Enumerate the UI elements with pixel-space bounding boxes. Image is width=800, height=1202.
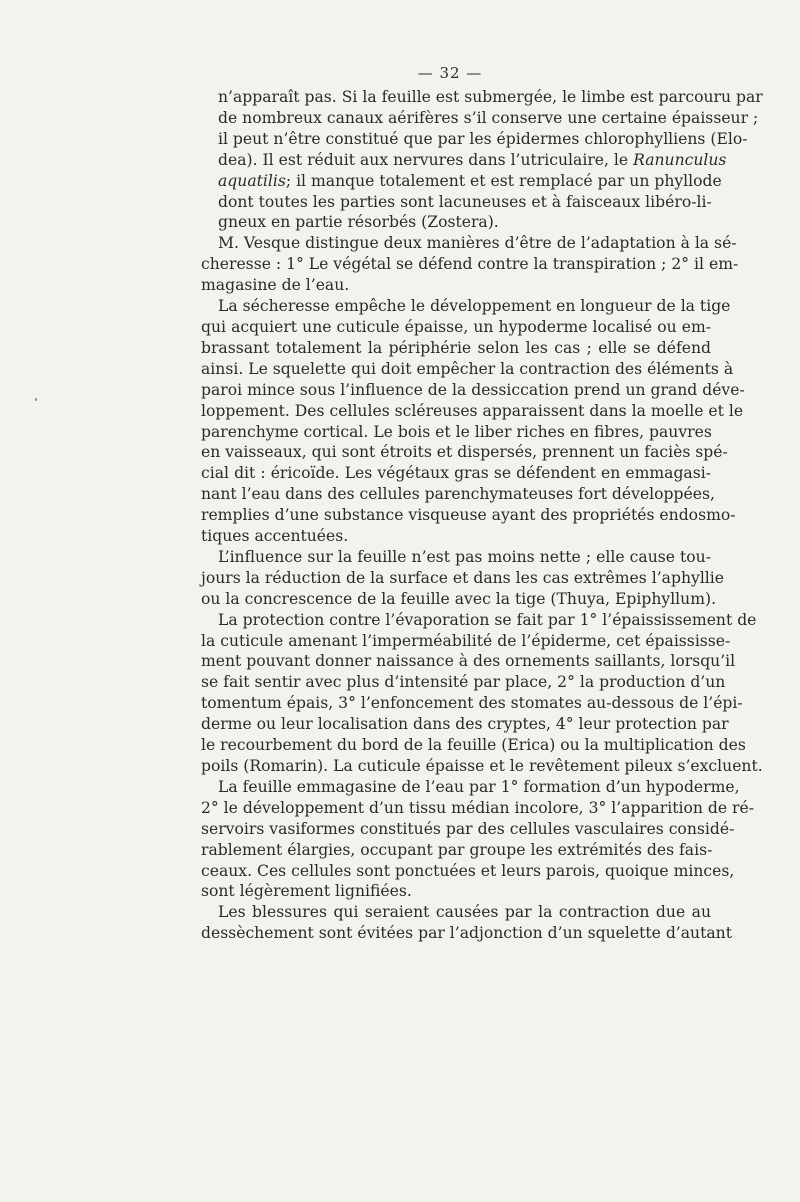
text-line: dessèchement sont évitées par l’adjonction d’un squelette d’autant <box>201 924 732 943</box>
text-line: Les blessures qui seraient causées par la contraction due au <box>218 903 711 922</box>
text-line-mixed <box>201 171 722 192</box>
text-line: derme ou leur localisation dans des cryptes, 4° leur protection par <box>201 715 729 734</box>
body-text <box>201 87 763 944</box>
text-line: paroi mince sous l’influence de la dessiccation prend un grand déve- <box>201 380 745 399</box>
text-line: ment pouvant donner naissance à des ornements saillants, lorsqu’il <box>201 652 736 671</box>
text-line-mixed <box>201 150 727 171</box>
text-line: cheresse : 1° Le végétal se défend contre la transpiration ; 2° il em- <box>201 255 739 274</box>
text-line: brassant totalement la périphérie selon les cas ; elle se défend <box>201 338 711 357</box>
italic-term: Ranunculus <box>633 150 727 169</box>
text-line: tomentum épais, 3° l’enfoncement des stomates au-dessous de l’épi- <box>201 694 743 713</box>
text-line: ceaux. Ces cellules sont ponctuées et leurs parois, quoique minces, <box>201 861 735 880</box>
text-line: qui acquiert une cuticule épaisse, un hypoderme localisé ou em- <box>201 317 711 336</box>
text-line: le recourbement du bord de la feuille (Erica) ou la multiplication des <box>201 736 746 755</box>
text-line: dont toutes les parties sont lacuneuses et à faisceaux libéro-li- <box>218 192 712 211</box>
text-fragment: ; il manque totalement et est remplacé par un phyllode <box>285 171 722 190</box>
text-line: 2° le développement d’un tissu médian incolore, 3° l’apparition de ré- <box>201 798 754 817</box>
page-number: — 32 — <box>417 64 483 82</box>
paragraph-2 <box>201 233 739 296</box>
text-line: remplies d’une substance visqueuse ayant des propriétés endosmo- <box>201 506 736 525</box>
text-line: la cuticule amenant l’imperméabilité de l’épiderme, cet épaississe- <box>201 631 731 650</box>
italic-term: aquatilis <box>218 171 286 190</box>
text-line: se fait sentir avec plus d’intensité par place, 2° la production d’un <box>201 673 726 692</box>
paragraph-6 <box>201 777 754 902</box>
text-line: parenchyme cortical. Le bois et le liber riches en fibres, pauvres <box>201 422 712 441</box>
text-line: cial dit : éricoïde. Les végétaux gras se défendent en emmagasi- <box>201 464 711 483</box>
text-line: nant l’eau dans des cellules parenchymateuses fort développées, <box>201 485 715 504</box>
paragraph-5 <box>201 610 763 777</box>
text-line: La sécheresse empêche le développement en longueur de la tige <box>218 297 731 316</box>
paragraph-7 <box>201 902 732 944</box>
text-line: poils (Romarin). La cuticule épaisse et le revêtement pileux s’excluent. <box>201 757 763 775</box>
text-line: L’influence sur la feuille n’est pas moins nette ; elle cause tou- <box>218 547 711 566</box>
text-line: La feuille emmagasine de l’eau par 1° formation d’un hypoderme, <box>218 777 740 796</box>
text-line: ainsi. Le squelette qui doit empêcher la contraction des éléments à <box>201 359 734 378</box>
text-fragment: dea). Il est réduit aux nervures dans l’utriculaire, le <box>218 150 634 169</box>
text-line: ou la concrescence de la feuille avec la tige (Thuya, Epiphyllum). <box>201 589 717 608</box>
text-line: M. Vesque distingue deux manières d’être de l’adaptation à la sé- <box>218 234 737 253</box>
paragraph-4 <box>201 547 725 610</box>
text-line: de nombreux canaux aérifères s’il conserve une certaine épaisseur ; <box>218 108 759 127</box>
text-line: sont légèrement lignifiées. <box>201 882 412 901</box>
text-line: gneux en partie résorbés (Zostera). <box>218 213 499 232</box>
text-line: il peut n’être constitué que par les épidermes chlorophylliens (Elo- <box>218 129 748 148</box>
text-line: servoirs vasiformes constitués par des cellules vasculaires considé- <box>201 819 735 838</box>
text-line: loppement. Des cellules scléreuses apparaissent dans la moelle et le <box>201 401 744 420</box>
text-line: tiques accentuées. <box>201 527 349 546</box>
text-line: n’apparaît pas. Si la feuille est submergée, le limbe est parcouru par <box>218 88 763 106</box>
paragraph-3 <box>201 296 745 547</box>
text-line: magasine de l’eau. <box>201 276 350 295</box>
text-line: La protection contre l’évaporation se fait par 1° l’épaississement de <box>218 610 757 629</box>
text-line: jours la réduction de la surface et dans les cas extrêmes l’aphyllie <box>201 568 725 587</box>
text-line: rablement élargies, occupant par groupe les extrémités des fais- <box>201 840 713 859</box>
paper-speck <box>35 398 37 401</box>
text-line: en vaisseaux, qui sont étroits et dispersés, prennent un faciès spé- <box>201 443 728 462</box>
paragraph-1 <box>201 87 763 233</box>
